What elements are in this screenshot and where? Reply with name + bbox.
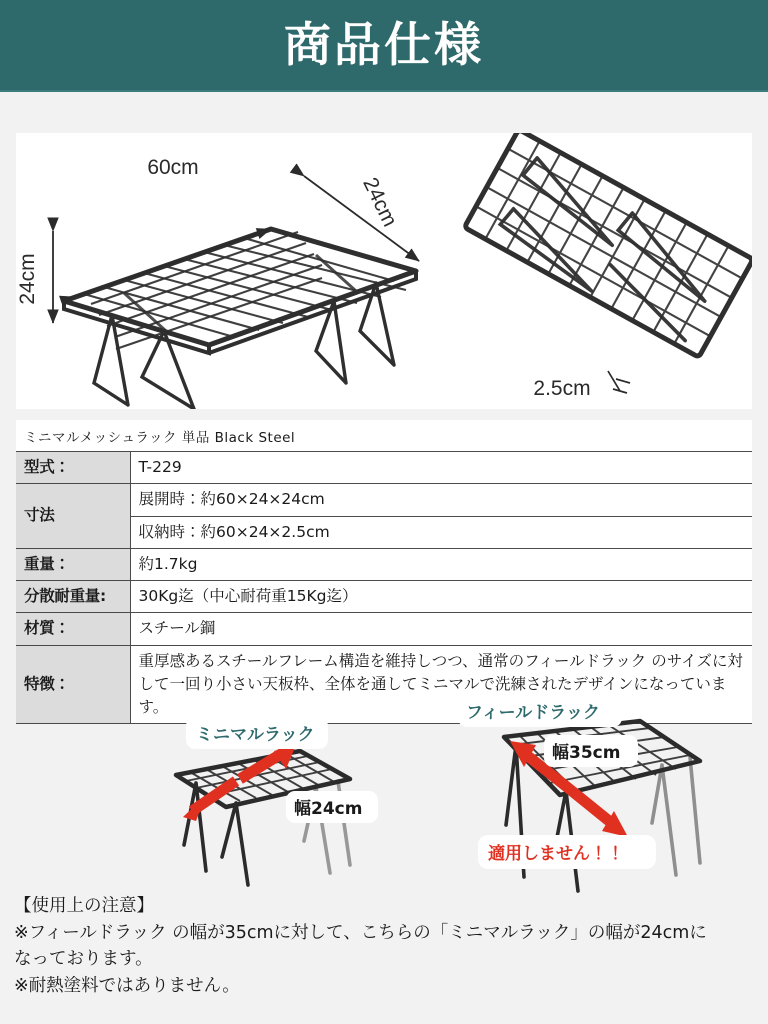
- usage-note-line-2: なっております。: [14, 949, 153, 970]
- field-rack-name-badge: [458, 695, 622, 727]
- spec-label-model: 型式：: [16, 452, 130, 484]
- spec-table-caption: ミニマルメッシュラック 単品 Black Steel: [24, 430, 296, 446]
- spec-label-material: 材質：: [16, 613, 130, 645]
- minimal-rack-name-text: ミニマルラック: [196, 725, 315, 745]
- table-row: [16, 452, 752, 484]
- usage-note-line-1: ※フィールドラック の幅が35cmに対して、こちらの「ミニマルラック」の幅が24cmに: [14, 922, 707, 943]
- spec-label-features: 特徴：: [16, 645, 130, 724]
- field-rack-width-text: 幅35cm: [552, 743, 621, 763]
- dimension-thickness-2_5cm: [608, 371, 630, 393]
- page-header-banner: [0, 0, 768, 92]
- dimension-height-label: 24cm: [16, 253, 39, 305]
- usage-note-line-3: ※耐熱塗料ではありません。: [14, 975, 240, 996]
- table-row: [16, 484, 752, 516]
- spec-label-load-capacity: 分散耐重量:: [16, 581, 130, 613]
- field-rack-warning-badge: [478, 835, 656, 869]
- page-title: 商品仕様: [284, 17, 484, 73]
- spec-value-dimensions-expanded: 展開時：約60×24×24cm: [130, 484, 752, 516]
- spec-value-features: 重厚感あるスチールフレーム構造を維持しつつ、通常のフィールドラック のサイズに対して一回り小さい天板枠、全体を通してミニマルで洗練されたデザインになっています。: [130, 645, 752, 724]
- field-rack-warning-text: 適用しません！！: [488, 844, 624, 864]
- table-row: [16, 581, 752, 613]
- spec-value-model: T-229: [130, 452, 752, 484]
- spec-value-load-capacity: 30Kg迄（中心耐荷重15Kg迄）: [130, 581, 752, 613]
- expanded-rack-illustration: [64, 229, 416, 409]
- field-rack-width-badge: [544, 735, 638, 767]
- spec-value-weight: 約1.7kg: [130, 548, 752, 580]
- field-rack-name-text: フィールドラック: [466, 703, 600, 723]
- table-row: [16, 548, 752, 580]
- rack-comparison-section: [0, 695, 768, 895]
- minimal-rack-width-arrow: [183, 745, 296, 821]
- usage-notes-section: [14, 893, 758, 999]
- spec-label-weight: 重量：: [16, 548, 130, 580]
- dimension-depth-label: 24cm: [358, 174, 402, 231]
- spec-label-dimensions: 寸法: [16, 484, 130, 549]
- dimension-thickness-label: 2.5cm: [533, 377, 591, 400]
- dimension-width-label: 60cm: [147, 156, 199, 179]
- usage-notes-heading: 【使用上の注意】: [14, 896, 154, 916]
- specification-table-section: [16, 420, 752, 724]
- minimal-rack-width-badge: [286, 791, 378, 823]
- spec-value-material: スチール鋼: [130, 613, 752, 645]
- folded-rack-illustration: [464, 133, 752, 357]
- table-row: [16, 613, 752, 645]
- minimal-rack-width-text: 幅24cm: [294, 799, 363, 819]
- minimal-rack-name-badge: [186, 717, 328, 749]
- dimension-diagram-panel: [16, 133, 752, 409]
- specification-table: [16, 451, 752, 724]
- spec-value-dimensions-folded: 収納時：約60×24×2.5cm: [130, 516, 752, 548]
